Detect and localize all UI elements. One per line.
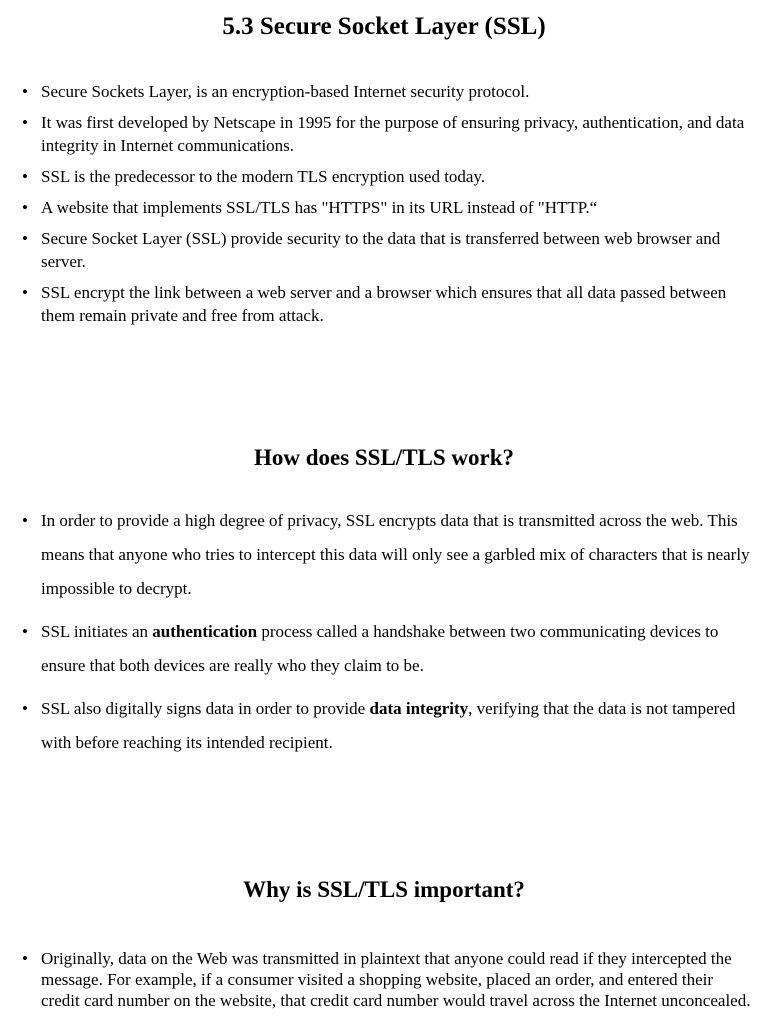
list-item	[0, 227, 768, 273]
bullet-text: SSL encrypt the link between a web server and a browser which ensures that all data passed between them remain private and free from attack.	[41, 283, 727, 325]
list-item	[0, 692, 768, 760]
importance-bullet-list	[0, 948, 768, 1011]
bold-term-data-integrity: data integrity	[369, 699, 469, 718]
section-title-ssl: 5.3 Secure Socket Layer (SSL)	[222, 13, 546, 40]
bullet-icon: •	[22, 699, 28, 718]
bullet-text-after: process called a handshake between two communicating devices to ensure that both devices are really who they claim to be.	[41, 622, 719, 675]
bullet-icon: •	[22, 511, 28, 530]
list-item	[0, 504, 768, 606]
bullet-text: Secure Sockets Layer, is an encryption-based Internet security protocol.	[41, 82, 530, 101]
list-item	[0, 111, 768, 157]
bullet-text: In order to provide a high degree of privacy, SSL encrypts data that is transmitted across the web. This means that anyone who tries to intercept this data will only see a garbled mix of characters that is nearly impossible to decrypt.	[41, 511, 750, 598]
section-title-how-it-works: How does SSL/TLS work?	[253, 445, 515, 470]
bullet-icon: •	[22, 82, 28, 101]
bullet-icon: •	[22, 229, 28, 248]
bullet-text: SSL is the predecessor to the modern TLS encryption used today.	[41, 167, 486, 186]
ssl-bullet-list	[0, 80, 768, 335]
bullet-text: A website that implements SSL/TLS has "HTTPS" in its URL instead of "HTTP.“	[41, 198, 598, 217]
bullet-icon: •	[22, 949, 28, 968]
list-item	[0, 615, 768, 683]
bullet-icon: •	[22, 283, 28, 302]
list-item	[0, 281, 768, 327]
list-item	[0, 80, 768, 103]
bullet-text: Secure Socket Layer (SSL) provide security to the data that is transferred between web browser and server.	[41, 229, 721, 271]
section-title-importance: Why is SSL/TLS important?	[243, 877, 525, 902]
list-item	[0, 948, 768, 1011]
list-item	[0, 196, 768, 219]
bullet-text-after: , verifying that the data is not tampered with before reaching its intended recipient.	[41, 699, 736, 752]
bullet-text: It was first developed by Netscape in 1995 for the purpose of ensuring privacy, authentication, and data integrity in Internet communications.	[41, 113, 745, 155]
list-item	[0, 165, 768, 188]
bullet-text-before: SSL initiates an	[41, 622, 153, 641]
how-it-works-bullet-list	[0, 504, 768, 769]
bullet-icon: •	[22, 113, 28, 132]
bullet-icon: •	[22, 167, 28, 186]
bullet-text-before: SSL also digitally signs data in order to provide	[41, 699, 370, 718]
bold-term-authentication: authentication	[152, 622, 258, 641]
bullet-text: Originally, data on the Web was transmitted in plaintext that anyone could read if they intercepted the message. For example, if a consumer visited a shopping website, placed an order, and entered their credit card number on the website, that credit card number would travel across the Internet unconcealed.	[41, 949, 751, 1010]
bullet-icon: •	[22, 198, 28, 217]
bullet-icon: •	[22, 622, 28, 641]
